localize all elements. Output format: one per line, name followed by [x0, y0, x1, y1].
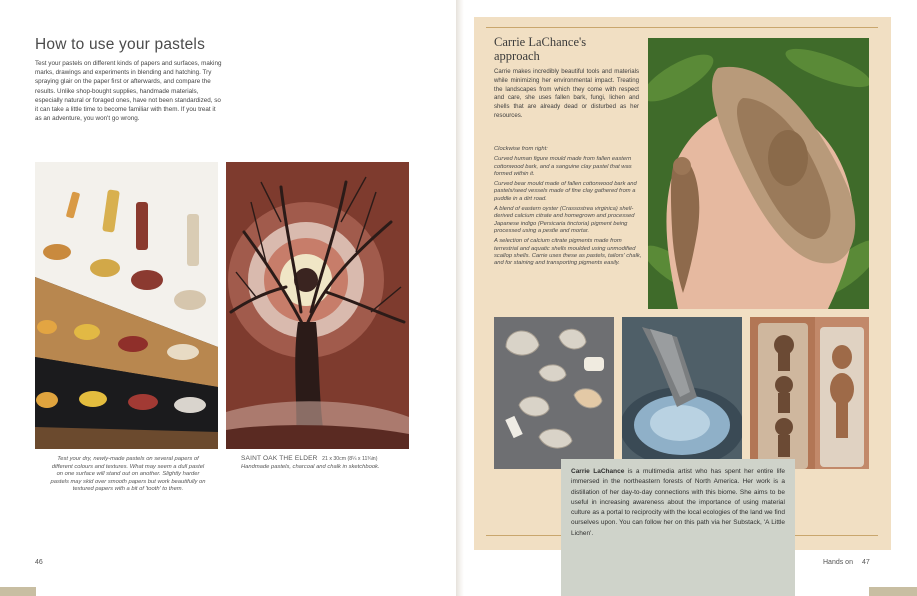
tree-caption-medium: Handmade pastels, charcoal and chalk in sketchbook.: [241, 463, 380, 470]
caption-line: Curved bear mould made of fallen cottonwood bark and pastels/seed vessels made of fine clay gathered from a puddle in a dirt road.: [494, 181, 637, 202]
footer-band-left: [0, 587, 36, 596]
feature-captions: [494, 146, 642, 270]
caption-line: A selection of calcium citrate pigments made from terrestrial and aquatic shells moulded using unmodified scallop shells. Carrie uses these as pastels, tailors' chalk, and for staining and transporting pigments easily.: [494, 238, 642, 267]
figure-mould-photo: [648, 38, 869, 309]
saint-oak-painting: [226, 162, 409, 449]
tree-caption: [241, 455, 411, 471]
feature-body: Carrie makes incredibly beautiful tools and materials while minimizing her environmental impact. Treating the landscapes from which they come with respect and care, she uses fallen bark, fungi, lichen and shells that are already dead or disturbed as her resources.: [494, 68, 639, 119]
caption-line: A blend of eastern oyster (Crassostrea virginica) shell-derived calcium citrate and homegrown and processed Japanese indigo (Persicaria tinctoria) pigment being processed using a pestle and mortar.: [494, 206, 635, 234]
bio-text: [571, 467, 785, 539]
shells-photo: [494, 317, 614, 469]
footer-band-right: [869, 587, 917, 596]
tree-caption-title: SAINT OAK THE ELDER: [241, 455, 318, 462]
panel-rule-top: [486, 27, 878, 28]
feature-title: Carrie LaChance's approach: [494, 35, 587, 63]
mortar-pestle-photo: [622, 317, 742, 469]
bio-description: is a multimedia artist who has spent her entire life immersed in the northeastern forests of North America. Her work is a distillation of her day-to-day connections with this biome. She aims to be useful in increasing awareness about the importance of using material culture as a portal to reciprocity with the local ecologies of the land we find ourselves upon. You can follow her on this path via her Substack, 'A Little Lichen'.: [571, 468, 785, 537]
tree-caption-size: 21 x 30cm (8¼ x 11¾in): [322, 456, 378, 462]
folio-right: 47: [862, 559, 870, 566]
swatches-caption: Test your dry, newly-made pastels on several papers of different colours and textures. What may seem a dull pastel on one surface will stand out on another. Slightly harder pastels may skid over smooth papers but work beautifully on textured papers with a bit of 'tooth' to them.: [50, 456, 206, 493]
intro-paragraph: Test your pastels on different kinds of papers and surfaces, making marks, drawings and experiments in blending and hatching. Try spraying glair on the paper first or afterwards, and compare the results. Unlike shop-bought supplies, handmade materials, especially natural or foraged ones, have not been standardized, so it can take a little time to become familiar with them. If you treat it as an adventure, you won't go wrong.: [35, 60, 222, 123]
pastel-swatches-photo: [35, 162, 218, 449]
book-gutter: [456, 0, 464, 596]
bio-name: Carrie LaChance: [571, 468, 625, 475]
caption-line: Curved human figure mould made from fallen eastern cottonwood bark, and a sanguine clay pastel that was formed within it.: [494, 156, 632, 177]
bark-moulds-photo: [750, 317, 869, 469]
caption-line: Clockwise from right:: [494, 146, 548, 152]
folio-left: 46: [35, 559, 43, 566]
page-title: How to use your pastels: [35, 36, 206, 53]
running-head: Hands on: [823, 559, 853, 566]
